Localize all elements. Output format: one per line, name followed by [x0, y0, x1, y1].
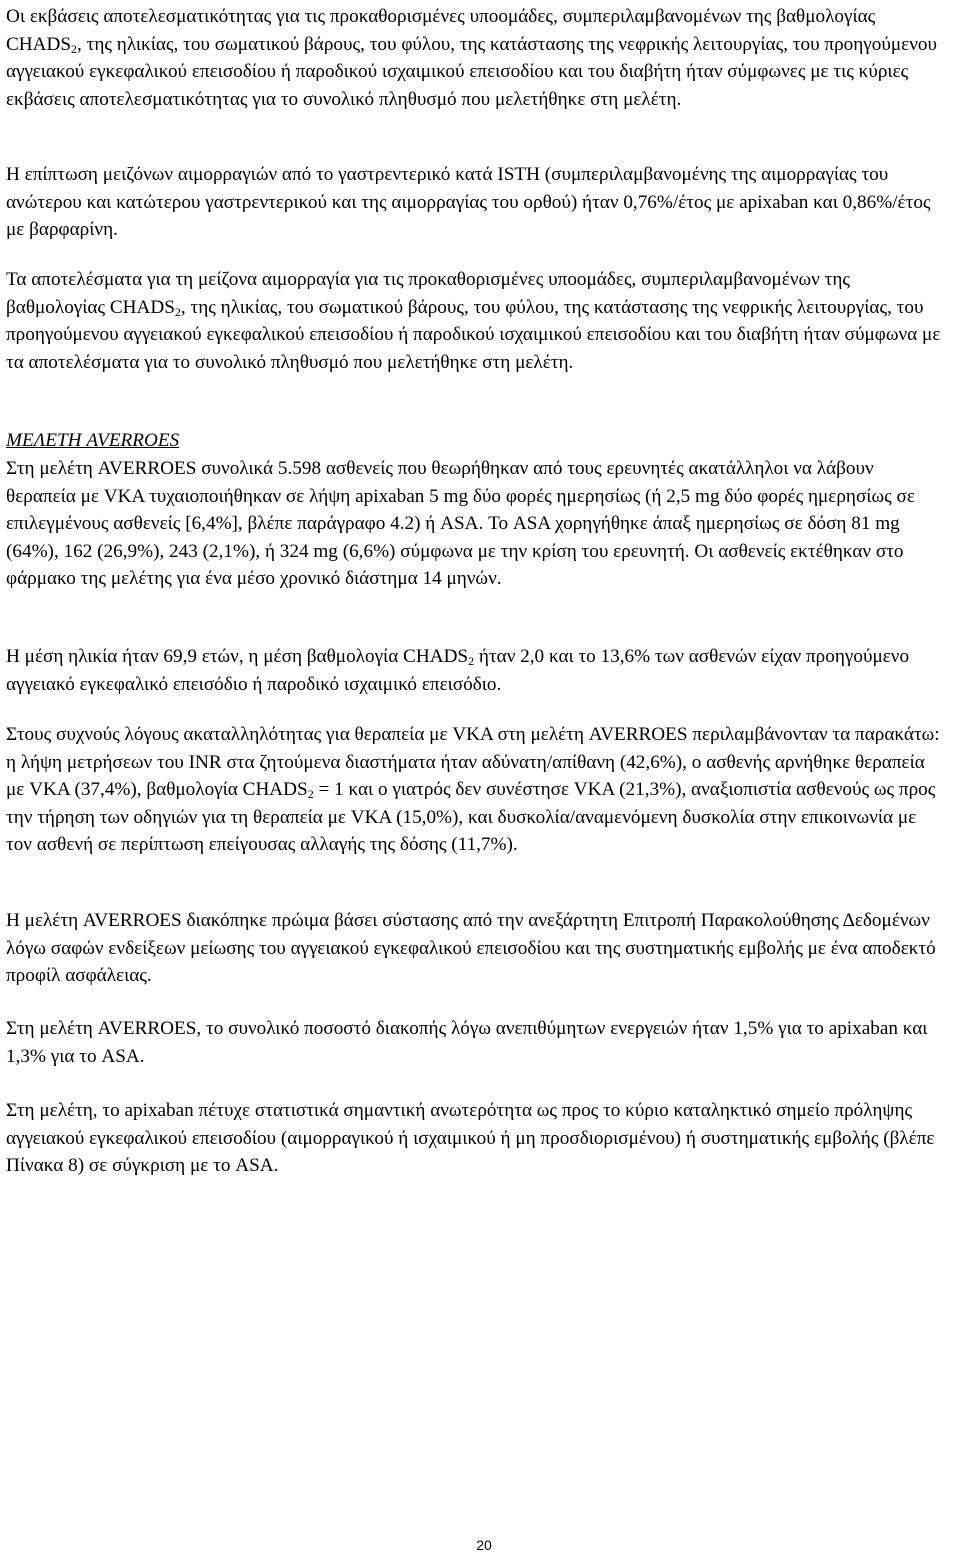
- subscript: 2: [307, 787, 314, 802]
- text-run: , της ηλικίας, του σωματικού βάρους, του φύλου, της κατάστασης της νεφρικής λειτουργίας, του προηγούμενου αγγειακού εγκεφαλικού επεισοδίου ή παροδικού ισχαιμικού επεισοδίου και του διαβήτη ήταν σύμφωνες με τις κύριες εκβάσεις αποτελεσματικότητας για το συνολικό πληθυσμό που μελετήθηκε στη μελέτη.: [6, 33, 937, 110]
- paragraph-mean-age: [6, 643, 946, 698]
- text-run: Η μέση ηλικία ήταν 69,9 ετών, η μέση βαθμολογία CHADS: [6, 646, 469, 667]
- paragraph-unsuitability-reasons: [6, 721, 946, 859]
- text-run: Οι εκβάσεις αποτελεσματικότητας για τις προκαθορισμένες υποομάδες, συμπεριλαμβανομένων της βαθμολογίας CHADS: [6, 6, 876, 55]
- paragraph-averroes-design: Στη μελέτη AVERROES συνολικά 5.598 ασθενείς που θεωρήθηκαν από τους ερευνητές ακατάλληλοι να λάβουν θεραπεία με VKA τυχαιοποιήθηκαν σε λήψη apixaban 5 mg δύο φορές ημερησίως (ή 2,5 mg δύο φορές ημερησίως σε επιλεγμένους ασθενείς [6,4%], βλέπε παράγραφο 4.2) ή ASA. Το ASA χορηγήθηκε άπαξ ημερησίως σε δόση 81 mg (64%), 162 (26,9%), 243 (2,1%), ή 324 mg (6,6%) σύμφωνα με την κρίση του ερευνητή. Οι ασθενείς εκτέθηκαν στο φάρμακο της μελέτης για ένα μέσο χρονικό διάστημα 14 μηνών.: [6, 458, 915, 590]
- subscript: 2: [174, 304, 181, 319]
- subscript: 2: [71, 41, 78, 56]
- paragraph-major-bleeding-subgroups: [6, 266, 946, 376]
- page-number: 20: [476, 1537, 492, 1553]
- subscript: 2: [468, 654, 475, 668]
- text-run: Τα αποτελέσματα για τη μείζονα αιμορραγία για τις προκαθορισμένες υποομάδες, συμπεριλαμβανομένων της βαθμολογίας CHADS: [6, 269, 850, 318]
- paragraph-superiority: Στη μελέτη, το apixaban πέτυχε στατιστικά σημαντική ανωτερότητα ως προς το κύριο καταληκτικό σημείο πρόληψης αγγειακού εγκεφαλικού επεισοδίου (αιμορραγικού ή ισχαιμικού ή μη προσδιορισμένου) ή συστηματικής εμβολής (βλέπε Πίνακα 8) σε σύγκριση με το ASA.: [6, 1100, 935, 1177]
- paragraph-efficacy-subgroups: [6, 3, 946, 113]
- text-run: ήταν 2,0 και το 13,6% των ασθενών είχαν προηγούμενο αγγειακό εγκεφαλικό επεισόδιο ή παροδικό ισχαιμικό επεισόδιο.: [6, 646, 910, 695]
- text-run: = 1 και ο γιατρός δεν συνέστησε VKA (21,3%), αναξιοπιστία ασθενούς ως προς την τήρηση των οδηγιών για τη θεραπεία με VKA (15,0%), και δυσκολία/αναμενόμενη δυσκολία στην επικοινωνία με τον ασθενή σε περίπτωση επείγουσας αλλαγής της δόσης (11,7%).: [6, 779, 936, 856]
- text-run: Στους συχνούς λόγους ακαταλληλότητας για θεραπεία με VKA στη μελέτη AVERROES περιλαμβάνονταν τα παρακάτω: η λήψη μετρήσεων του INR στα ζητούμενα διαστήματα ήταν αδύνατη/απίθανη (42,6%), ο ασθενής αρνήθηκε θεραπεία με VKA (37,4%), βαθμολογία CHADS: [6, 724, 940, 801]
- text-run: , της ηλικίας, του σωματικού βάρους, του φύλου, της κατάστασης της νεφρικής λειτουργίας, του προηγούμενου αγγειακού εγκεφαλικού επεισοδίου ή παροδικού ισχαιμικού επεισοδίου και του διαβήτη ήταν σύμφωνα με τα αποτελέσματα για το συνολικό πληθυσμό που μελετήθηκε στη μελέτη.: [6, 296, 941, 373]
- paragraph-discontinuation: Στη μελέτη AVERROES, το συνολικό ποσοστό διακοπής λόγω ανεπιθύμητων ενεργειών ήταν 1,5% για το apixaban και 1,3% για το ASA.: [6, 1018, 928, 1067]
- paragraph-early-stop: Η μελέτη AVERROES διακόπηκε πρώιμα βάσει σύστασης από την ανεξάρτητη Επιτροπή Παρακολούθησης Δεδομένων λόγω σαφών ενδείξεων μείωσης του αγγειακού εγκεφαλικού επεισοδίου και της συστηματικής εμβολής με ένα αποδεκτό προφίλ ασφάλειας.: [6, 910, 936, 987]
- paragraph-gi-bleeding: Η επίπτωση μειζόνων αιμορραγιών από το γαστρεντερικό κατά ISTH (συμπεριλαμβανομένης της αιμορραγίας του ανώτερου και κατώτερου γαστρεντερικού και της αιμορραγίας του ορθού) ήταν 0,76%/έτος με apixaban και 0,86%/έτος με βαρφαρίνη.: [6, 164, 931, 241]
- section-heading-averroes: ΜΕΛΕΤΗ AVERROES: [6, 430, 180, 451]
